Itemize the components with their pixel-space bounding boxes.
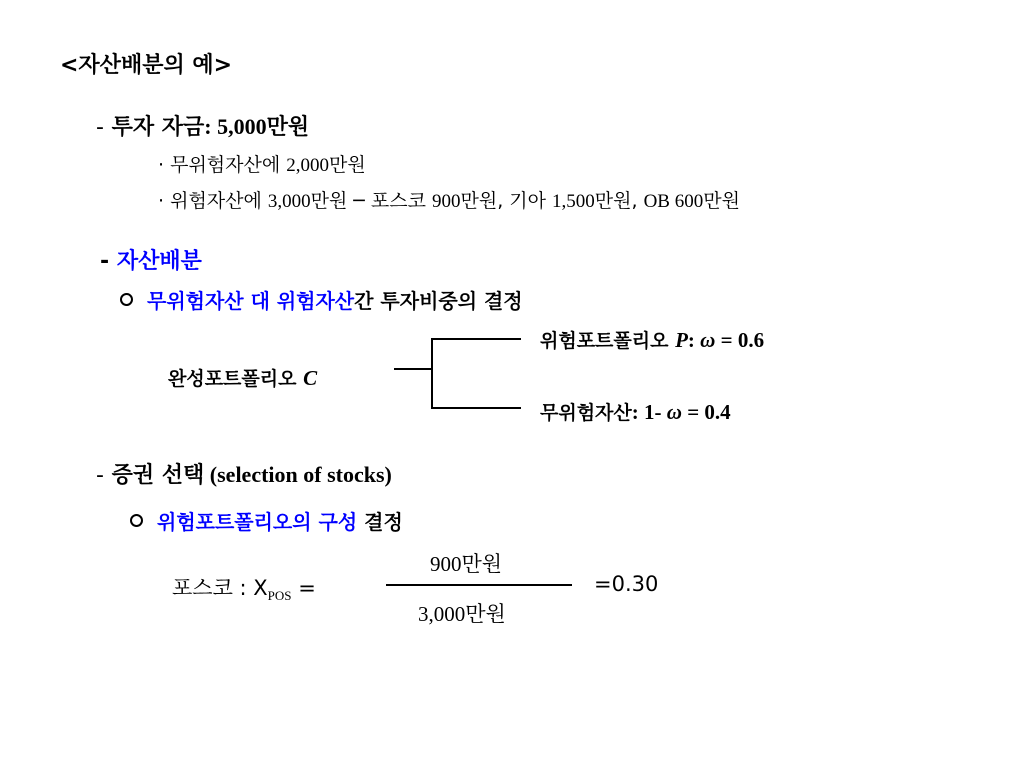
item-text: 위험자산에: [170, 190, 268, 212]
allocation-label: 자산배분: [116, 249, 202, 274]
complete-portfolio-var: C: [303, 366, 318, 390]
tree-lower-branch: [431, 407, 521, 409]
complete-portfolio-label: 완성포트폴리오 C: [168, 366, 318, 390]
omega-symbol: ω: [700, 328, 716, 352]
bullet-dot: ·: [158, 154, 165, 176]
item-number: 1,500: [552, 191, 595, 212]
fraction-bar: [386, 584, 572, 586]
item-text: 만원 ─ 포스코: [310, 190, 432, 212]
investment-amount: : 5,000: [204, 114, 267, 139]
investment-unit: 만원: [266, 115, 310, 140]
formula-label: 포스코 : $X_{POS}$ =: [172, 576, 316, 604]
investment-label: 투자 자금: [111, 115, 205, 140]
allocation-heading: [100, 244, 202, 275]
item-unit: 만원: [329, 154, 366, 176]
allocation-bullet-black: 간 투자비중의 결정: [354, 289, 523, 313]
item-number: OB 600: [643, 191, 704, 212]
ring-bullet-icon: [120, 293, 133, 306]
bullet-dot: ·: [158, 190, 165, 212]
riskfree-weight: = 0.4: [681, 400, 731, 424]
ring-bullet-icon: [130, 514, 143, 527]
selection-bullet-black: 결정: [357, 510, 403, 534]
tree-stem-line: [394, 368, 432, 370]
selection-heading: [96, 458, 392, 489]
item-text: 무위험자산에: [170, 154, 287, 176]
item-number: 900: [431, 191, 461, 212]
fraction-numerator: 900만원: [430, 552, 503, 576]
allocation-dash: -: [100, 249, 110, 274]
formula-subscript: POS: [267, 588, 292, 604]
formula-result: =0.30: [594, 572, 659, 596]
item-text: 만원,: [594, 190, 644, 212]
investment-item-risky: [158, 186, 740, 213]
selection-english: (selection of stocks): [204, 462, 392, 487]
riskfree-asset-label: 무위험자산: 1- ω = 0.4: [540, 400, 731, 424]
item-unit: 만원: [703, 190, 740, 212]
tree-vertical-line: [431, 338, 433, 408]
risky-var: P: [675, 328, 688, 352]
item-text: 만원, 기아: [460, 190, 553, 212]
fraction-denominator: 3,000만원: [418, 602, 506, 626]
investment-item-riskfree: [158, 150, 366, 177]
investment-heading: [96, 110, 309, 141]
selection-dash: -: [96, 463, 104, 488]
selection-bullet: [130, 506, 403, 535]
allocation-bullet-blue: 무위험자산 대 위험자산: [147, 289, 355, 313]
slide-title: <자산배분의 예>: [60, 53, 233, 78]
allocation-bullet: [120, 285, 523, 314]
investment-dash: -: [96, 115, 104, 140]
risky-weight: = 0.6: [715, 328, 765, 352]
selection-label: 증권 선택: [111, 463, 205, 488]
risky-portfolio-label: 위험포트폴리오 P: ω = 0.6: [540, 328, 765, 352]
item-number: 2,000: [286, 155, 330, 176]
selection-bullet-blue: 위험포트폴리오의 구성: [157, 510, 358, 534]
item-number: 3,000: [267, 191, 311, 212]
tree-upper-branch: [431, 338, 521, 340]
omega-symbol: ω: [666, 400, 682, 424]
